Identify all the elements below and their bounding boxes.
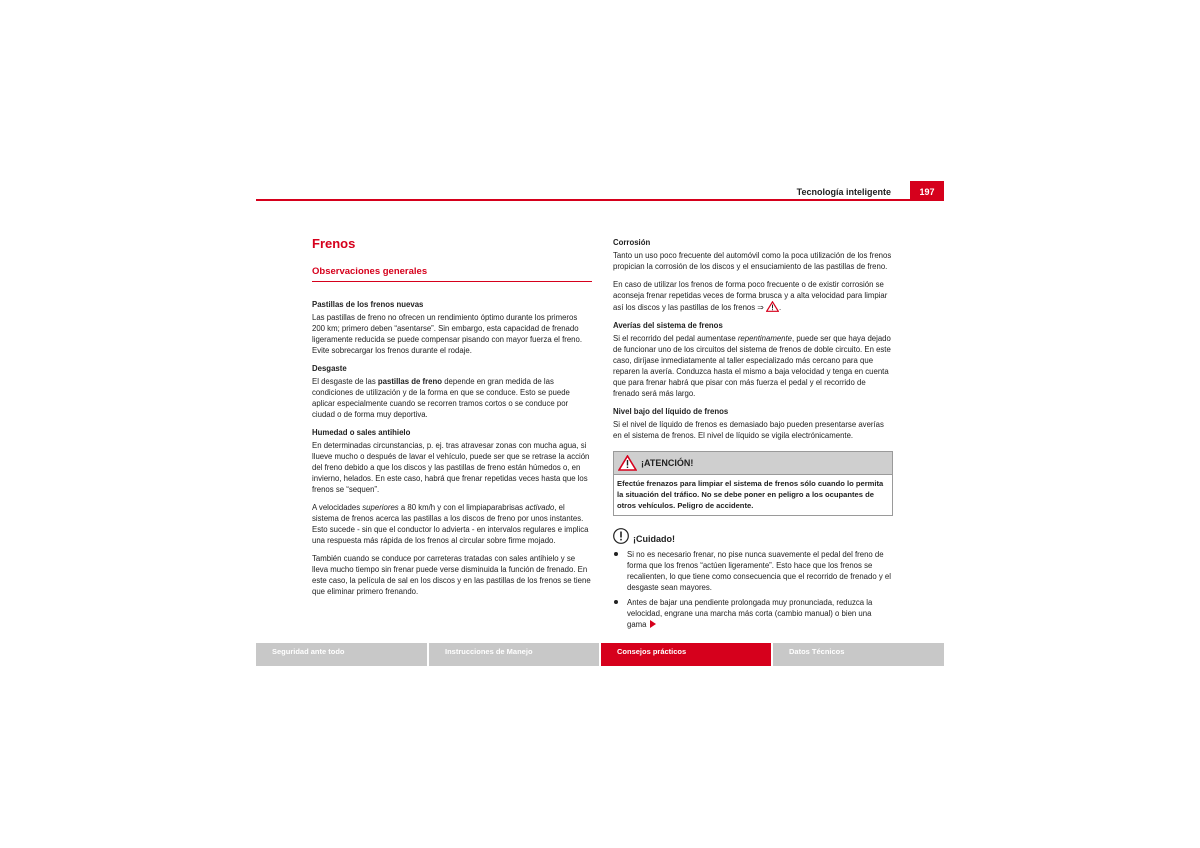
warning-triangle-icon	[618, 455, 637, 471]
exclamation-circle-icon	[613, 528, 629, 544]
attention-text: Efectúe frenazos para limpiar el sistema de frenos sólo cuando lo permita la situación del tráfico. No se debe poner en peligro a los ocupantes de otros vehículos. Peligro de accidente.	[617, 479, 884, 510]
attention-box	[613, 451, 893, 516]
left-column	[312, 237, 592, 604]
subheading-fluid-level: Nivel bajo del líquido de frenos	[613, 407, 729, 416]
paragraph-new-pads: Las pastillas de freno no ofrecen un rendimiento óptimo durante los primeros 200 km; primero deben “asentarse”. Sin embargo, esta capacidad de frenado ligeramente reducida se puede compensar pisando con mayor fuerza el freno. Evite sobrecargar los frenos durante el rodaje.	[312, 313, 583, 355]
warning-triangle-icon[interactable]	[766, 301, 779, 312]
caution-header	[613, 528, 893, 548]
paragraph-fluid-level: Si el nivel de líquido de frenos es demasiado bajo pueden presentarse averías en el sistema de frenos. El nivel de líquido se vigila electrónicamente.	[613, 420, 884, 440]
paragraph-brake-failure: Si el recorrido del pedal aumentase repentinamente, puede ser que haya dejado de funcionar uno de los circuitos del sistema de frenos de doble circuito. En este caso, diríjase inmediatamente al taller especializado más cercano para que reparen la avería. Conduzca hasta el mismo a baja velocidad y tenga en cuenta que para frenar habrá que pisar con más fuerza el pedal y el recorrido de frenado será más largo.	[613, 334, 891, 398]
tab-datos-tecnicos[interactable]: Datos Técnicos	[773, 643, 944, 666]
paragraph-wear: El desgaste de las pastillas de freno depende en gran medida de las condiciones de utilización y de la forma en que se conduce. Esto se puede aplicar especialmente cuando se recorren tramos cortos o se conduce por ciudad o de forma muy deportiva.	[312, 377, 570, 419]
paragraph-corrosion-1: Tanto un uso poco frecuente del automóvil como la poca utilización de los frenos propician la corrosión de los discos y el ensuciamiento de las pastillas de freno.	[613, 251, 892, 271]
page-number-box	[910, 181, 944, 201]
right-column	[613, 237, 893, 634]
subheading-wear: Desgaste	[312, 364, 347, 373]
running-header-title: Tecnología inteligente	[796, 187, 891, 197]
tab-consejos[interactable]: Consejos prácticos	[601, 643, 771, 666]
subheading-corrosion: Corrosión	[613, 238, 651, 247]
footer-tabs	[256, 643, 944, 666]
subheading-humidity: Humedad o sales antihielo	[312, 428, 411, 437]
tab-seguridad[interactable]: Seguridad ante todo	[256, 643, 427, 666]
chapter-title: Frenos	[312, 236, 356, 251]
paragraph-humidity-1: En determinadas circunstancias, p. ej. tras atravesar zonas con mucha agua, si llueve mucho o después de lavar el vehículo, puede ser que se retrase la acción del freno debido a que los discos y las pastillas de freno están húmedos o, en invierno, helados. En este caso, habrá que frenar repetidas veces hasta que los frenos se “sequen”.	[312, 441, 590, 494]
paragraph-corrosion-2: En caso de utilizar los frenos de forma poco frecuente o de existir corrosión se aconseja frenar repetidas veces de forma brusca y a alta velocidad para limpiar así los discos y las pastillas de los frenos ⇒ .	[613, 280, 888, 312]
caution-bullet-1: Si no es necesario frenar, no pise nunca suavemente el pedal del freno de forma que los frenos “actúen ligeramente”. Esto hace que los frenos se recalienten, lo que tiene como consecuencia que el recorrido de frenado y el desgaste sean mayores.	[613, 549, 893, 593]
paragraph-humidity-3: También cuando se conduce por carreteras tratadas con sales antihielo y se lleva mucho tiempo sin frenar puede verse disminuida la función de frenado. En este caso, la película de sal en los discos y en las pastillas de los frenos se tiene que eliminar primero frenando.	[312, 554, 591, 596]
paragraph-humidity-2: A velocidades superiores a 80 km/h y con el limpiaparabrisas activado, el sistema de frenos acerca las pastillas a los discos de freno por unos instantes. Esto sucede - sin que el conductor lo advierta - en intervalos regulares e implica una respuesta más rápida de los frenos al circular sobre firme mojado.	[312, 503, 589, 545]
header-rule	[256, 199, 944, 201]
tab-instrucciones[interactable]: Instrucciones de Manejo	[429, 643, 599, 666]
caution-bullet-2: Antes de bajar una pendiente prolongada muy pronunciada, reduzca la velocidad, engrane una marcha más corta (cambio manual) o bien una gama	[613, 597, 893, 630]
next-page-arrow-icon[interactable]	[650, 620, 656, 628]
attention-title: ¡ATENCIÓN!	[641, 458, 694, 468]
subheading-new-pads: Pastillas de los frenos nuevas	[312, 300, 424, 309]
section-title: Observaciones generales	[312, 266, 592, 282]
subheading-brake-failure: Averías del sistema de frenos	[613, 321, 723, 330]
page-number: 197	[919, 187, 935, 197]
attention-header	[614, 452, 892, 475]
caution-title: ¡Cuidado!	[633, 534, 675, 544]
